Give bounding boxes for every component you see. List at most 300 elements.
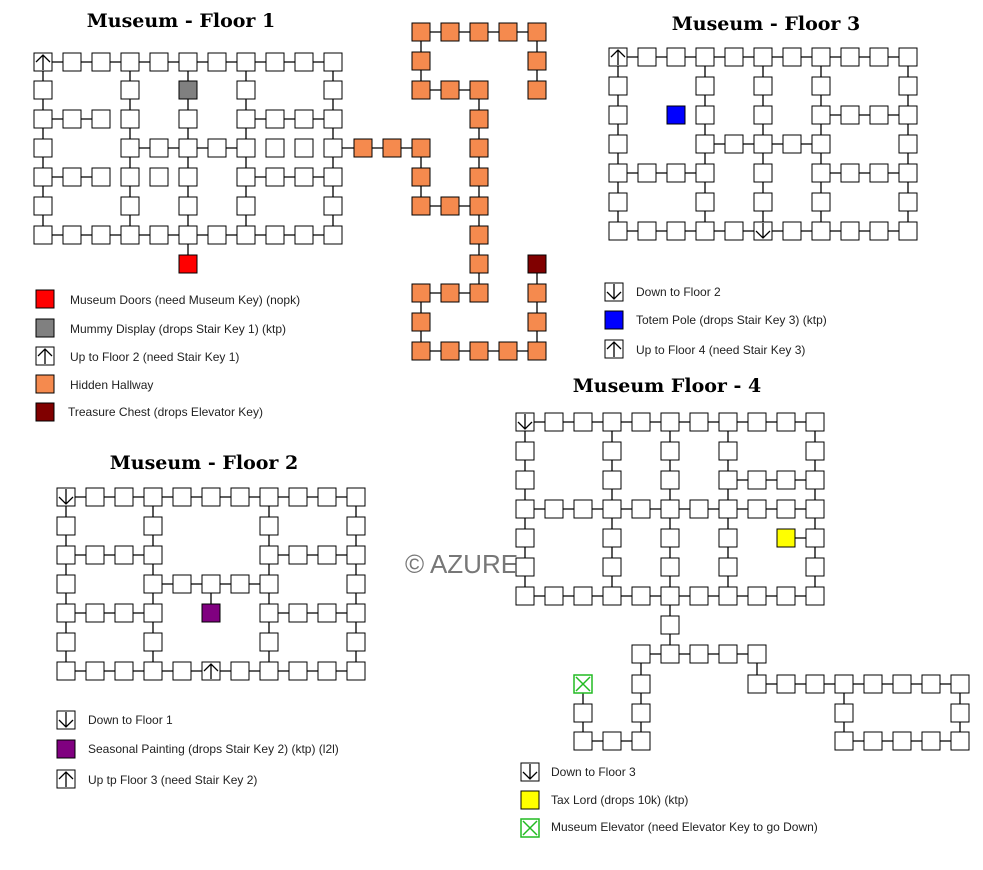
hidden-hallway-room (528, 313, 546, 331)
hidden-hallway-room (470, 284, 488, 302)
map-room (231, 488, 249, 506)
floor1-legend-museum-doors: Museum Doors (need Museum Key) (nopk) (70, 293, 301, 307)
map-room (951, 704, 969, 722)
hidden-hallway-room (470, 110, 488, 128)
map-room (609, 164, 627, 182)
map-room (667, 222, 685, 240)
hidden-hallway-room (412, 81, 430, 99)
map-room (266, 139, 284, 157)
map-room (63, 110, 81, 128)
seasonal-painting-room (202, 604, 220, 622)
map-room (806, 558, 824, 576)
map-room (324, 226, 342, 244)
treasure-chest-room (528, 255, 546, 273)
map-room (121, 168, 139, 186)
map-room (754, 164, 772, 182)
map-room (806, 471, 824, 489)
map-room (661, 587, 679, 605)
map-room (696, 135, 714, 153)
map-room (516, 529, 534, 547)
map-room (574, 587, 592, 605)
map-room (603, 442, 621, 460)
hidden-hallway-room (441, 81, 459, 99)
map-room (173, 575, 191, 593)
map-room (922, 732, 940, 750)
map-room (812, 222, 830, 240)
map-room (725, 135, 743, 153)
hidden-hallway-room (470, 342, 488, 360)
map-room (638, 164, 656, 182)
floor3-legend-up-floor4: Up to Floor 4 (need Stair Key 3) (636, 343, 806, 357)
hidden-hallway-room (412, 168, 430, 186)
totem-pole-room (667, 106, 685, 124)
hidden-hallway-room (354, 139, 372, 157)
map-room (864, 675, 882, 693)
map-room (266, 110, 284, 128)
map-room (632, 732, 650, 750)
map-room (121, 110, 139, 128)
map-room (806, 500, 824, 518)
map-room (667, 48, 685, 66)
hidden-hallway-room (470, 81, 488, 99)
hidden-hallway-room (470, 226, 488, 244)
map-room (115, 488, 133, 506)
tax-lord-room (777, 529, 795, 547)
map-room (347, 488, 365, 506)
map-room (603, 558, 621, 576)
purple-square-icon (57, 740, 75, 758)
map-room (237, 139, 255, 157)
map-room (632, 413, 650, 431)
hidden-hallway-room (470, 23, 488, 41)
map-room (86, 604, 104, 622)
map-room (173, 488, 191, 506)
map-room (667, 164, 685, 182)
map-room (603, 587, 621, 605)
map-room (324, 139, 342, 157)
map-room (179, 197, 197, 215)
map-room (121, 53, 139, 71)
map-room (208, 226, 226, 244)
hidden-hallway-room (412, 342, 430, 360)
map-room (632, 675, 650, 693)
map-room (34, 168, 52, 186)
map-room (609, 77, 627, 95)
elevator-icon (521, 819, 539, 837)
map-room (144, 633, 162, 651)
map-room (870, 48, 888, 66)
hidden-hallway-room (528, 284, 546, 302)
map-room (347, 633, 365, 651)
map-room (86, 662, 104, 680)
map-room (347, 662, 365, 680)
orange-square-icon (36, 375, 54, 393)
map-room (603, 500, 621, 518)
map-room (748, 675, 766, 693)
floor4-title: Museum Floor - 4 (572, 375, 762, 397)
floor1-legend-mummy-display: Mummy Display (drops Stair Key 1) (ktp) (70, 322, 287, 336)
map-room (63, 53, 81, 71)
map-room (632, 704, 650, 722)
map-room (951, 675, 969, 693)
floor3-legend-totem-pole: Totem Pole (drops Stair Key 3) (ktp) (636, 313, 827, 327)
map-room (696, 164, 714, 182)
map-room (237, 197, 255, 215)
floor1-title: Museum - Floor 1 (86, 10, 276, 32)
map-room (696, 48, 714, 66)
floor1-legend-up-floor2: Up to Floor 2 (need Stair Key 1) (70, 350, 240, 364)
hidden-hallway-room (470, 139, 488, 157)
map-room (57, 546, 75, 564)
map-room (835, 675, 853, 693)
hidden-hallway-room (441, 342, 459, 360)
map-room (632, 645, 650, 663)
floor3-title: Museum - Floor 3 (671, 13, 861, 35)
map-room (318, 488, 336, 506)
map-room (661, 558, 679, 576)
map-room (603, 413, 621, 431)
map-rooms (34, 23, 969, 750)
floor1-stairs-up (34, 53, 52, 71)
map-room (719, 500, 737, 518)
map-room (632, 500, 650, 518)
map-room (260, 633, 278, 651)
floor3-stairs-up (609, 48, 627, 66)
map-room (115, 604, 133, 622)
map-room (516, 471, 534, 489)
map-room (899, 135, 917, 153)
map-room (237, 168, 255, 186)
map-room (202, 575, 220, 593)
map-room (516, 558, 534, 576)
map-room (574, 500, 592, 518)
map-room (812, 193, 830, 211)
map-room (603, 529, 621, 547)
map-room (870, 164, 888, 182)
map-room (516, 500, 534, 518)
hidden-hallway-room (412, 52, 430, 70)
map-room (754, 77, 772, 95)
map-room (812, 164, 830, 182)
floor2-legend-down-floor1: Down to Floor 1 (88, 713, 173, 727)
map-room (754, 48, 772, 66)
map-room (812, 77, 830, 95)
map-room (748, 471, 766, 489)
museum-elevator-room (574, 675, 592, 693)
map-room (179, 168, 197, 186)
floor4-legend-tax-lord: Tax Lord (drops 10k) (ktp) (551, 793, 689, 807)
map-room (324, 53, 342, 71)
hidden-hallway-room (470, 168, 488, 186)
map-room (179, 139, 197, 157)
map-room (661, 471, 679, 489)
map-room (324, 81, 342, 99)
map-room (783, 48, 801, 66)
map-room (638, 222, 656, 240)
map-room (231, 662, 249, 680)
map-room (899, 164, 917, 182)
map-room (289, 604, 307, 622)
map-room (144, 575, 162, 593)
map-room (57, 633, 75, 651)
map-room (661, 500, 679, 518)
map-room (92, 53, 110, 71)
map-room (835, 704, 853, 722)
map-room (661, 413, 679, 431)
map-room (34, 197, 52, 215)
map-room (295, 139, 313, 157)
hidden-hallway-room (412, 284, 430, 302)
map-room (719, 645, 737, 663)
map-room (121, 81, 139, 99)
map-room (92, 226, 110, 244)
map-room (260, 575, 278, 593)
map-room (237, 81, 255, 99)
watermark: © AZURE (405, 549, 519, 579)
map-room (748, 587, 766, 605)
map-room (179, 53, 197, 71)
floor3-legend (605, 283, 827, 358)
map-room (841, 222, 859, 240)
museum-doors-room (179, 255, 197, 273)
hidden-hallway-room (412, 139, 430, 157)
map-room (295, 168, 313, 186)
map-room (719, 442, 737, 460)
map-room (347, 604, 365, 622)
map-room (870, 106, 888, 124)
map-room (144, 517, 162, 535)
map-room (777, 413, 795, 431)
floor2-legend-up-floor3: Up tp Floor 3 (need Stair Key 2) (88, 773, 258, 787)
map-room (115, 546, 133, 564)
map-room (150, 139, 168, 157)
map-room (812, 48, 830, 66)
floor2-stairs-up (202, 662, 220, 680)
map-room (545, 413, 563, 431)
hidden-hallway-room (470, 255, 488, 273)
map-room (208, 53, 226, 71)
map-room (777, 587, 795, 605)
map-room (237, 110, 255, 128)
map-room (173, 662, 191, 680)
map-room (725, 48, 743, 66)
red-square-icon (36, 290, 54, 308)
stairs-down-icon (57, 711, 75, 729)
dark-red-square-icon (36, 403, 54, 421)
hidden-hallway-room (412, 313, 430, 331)
map-room (237, 53, 255, 71)
hidden-hallway-room (528, 81, 546, 99)
map-room (609, 106, 627, 124)
map-room (144, 488, 162, 506)
map-room (864, 732, 882, 750)
map-room (260, 488, 278, 506)
map-room (806, 413, 824, 431)
map-room (783, 222, 801, 240)
map-room (777, 500, 795, 518)
map-room (92, 168, 110, 186)
map-room (748, 413, 766, 431)
map-room (899, 106, 917, 124)
map-room (150, 168, 168, 186)
stairs-down-icon (521, 763, 539, 781)
map-room (719, 413, 737, 431)
map-room (899, 222, 917, 240)
gray-square-icon (36, 319, 54, 337)
map-room (719, 558, 737, 576)
hidden-hallway-room (441, 197, 459, 215)
map-room (812, 106, 830, 124)
map-room (289, 546, 307, 564)
hidden-hallway-room (470, 197, 488, 215)
map-room (231, 575, 249, 593)
map-room (748, 500, 766, 518)
stairs-up-icon (57, 770, 75, 788)
blue-square-icon (605, 311, 623, 329)
map-room (661, 645, 679, 663)
map-room (841, 164, 859, 182)
map-room (899, 77, 917, 95)
map-room (806, 529, 824, 547)
map-room (690, 500, 708, 518)
map-room (347, 517, 365, 535)
map-room (63, 226, 81, 244)
map-room (324, 168, 342, 186)
floor2-legend (57, 711, 339, 788)
hidden-hallway-room (412, 23, 430, 41)
map-room (754, 193, 772, 211)
floor4-legend (521, 763, 818, 837)
mummy-display-room (179, 81, 197, 99)
map-room (347, 575, 365, 593)
map-room (632, 587, 650, 605)
map-room (638, 48, 656, 66)
map-room (295, 226, 313, 244)
map-room (260, 604, 278, 622)
map-room (661, 616, 679, 634)
floor4-stairs-down (516, 413, 534, 431)
floor1-legend-treasure-chest: Treasure Chest (drops Elevator Key) (68, 405, 263, 419)
map-room (121, 226, 139, 244)
map-room (266, 226, 284, 244)
map-room (34, 139, 52, 157)
map-room (86, 488, 104, 506)
map-room (289, 488, 307, 506)
map-room (696, 193, 714, 211)
map-room (922, 675, 940, 693)
map-room (719, 587, 737, 605)
map-room (690, 413, 708, 431)
map-room (806, 587, 824, 605)
map-room (121, 197, 139, 215)
map-room (690, 645, 708, 663)
map-room (318, 604, 336, 622)
hidden-hallway-room (499, 342, 517, 360)
map-room (34, 110, 52, 128)
floor1-legend (36, 290, 300, 421)
map-room (899, 193, 917, 211)
map-room (777, 675, 795, 693)
floor2-title: Museum - Floor 2 (109, 452, 299, 474)
floor3-stairs-down (754, 222, 772, 240)
map-room (266, 168, 284, 186)
map-room (574, 732, 592, 750)
hidden-hallway-room (528, 52, 546, 70)
hidden-hallway-room (441, 23, 459, 41)
map-room (603, 732, 621, 750)
map-room (812, 135, 830, 153)
map-room (754, 135, 772, 153)
map-room (899, 48, 917, 66)
map-room (179, 110, 197, 128)
map-room (951, 732, 969, 750)
map-room (603, 471, 621, 489)
map-room (57, 604, 75, 622)
map-room (92, 110, 110, 128)
map-room (324, 110, 342, 128)
map-room (609, 193, 627, 211)
map-room (150, 53, 168, 71)
floor3-legend-down-floor2: Down to Floor 2 (636, 285, 721, 299)
floor2-legend-seasonal-painting: Seasonal Painting (drops Stair Key 2) (ktp) (l2l) (88, 742, 339, 756)
map-room (121, 139, 139, 157)
map-room (260, 546, 278, 564)
hidden-hallway-room (499, 23, 517, 41)
map-room (289, 662, 307, 680)
map-room (295, 53, 313, 71)
map-room (893, 732, 911, 750)
map-room (719, 529, 737, 547)
map-room (777, 471, 795, 489)
hidden-hallway-room (441, 284, 459, 302)
map-room (725, 222, 743, 240)
map-room (144, 546, 162, 564)
map-room (690, 587, 708, 605)
yellow-square-icon (521, 791, 539, 809)
map-room (260, 662, 278, 680)
map-room (754, 106, 772, 124)
hidden-hallway-room (528, 23, 546, 41)
map-room (208, 139, 226, 157)
map-room (545, 587, 563, 605)
map-room (179, 226, 197, 244)
stairs-up-icon (605, 340, 623, 358)
map-room (34, 81, 52, 99)
map-room (719, 471, 737, 489)
map-room (347, 546, 365, 564)
map-room (609, 135, 627, 153)
map-room (516, 442, 534, 460)
map-room (696, 106, 714, 124)
map-room (144, 604, 162, 622)
map-room (34, 226, 52, 244)
map-room (63, 168, 81, 186)
map-room (324, 197, 342, 215)
map-room (318, 662, 336, 680)
floor2-stairs-down (57, 488, 75, 506)
map-room (115, 662, 133, 680)
map-room (783, 135, 801, 153)
map-room (661, 529, 679, 547)
map-room (57, 517, 75, 535)
map-room (806, 675, 824, 693)
map-room (893, 675, 911, 693)
map-room (574, 413, 592, 431)
map-room (237, 226, 255, 244)
map-room (574, 704, 592, 722)
map-room (545, 500, 563, 518)
map-room (86, 546, 104, 564)
